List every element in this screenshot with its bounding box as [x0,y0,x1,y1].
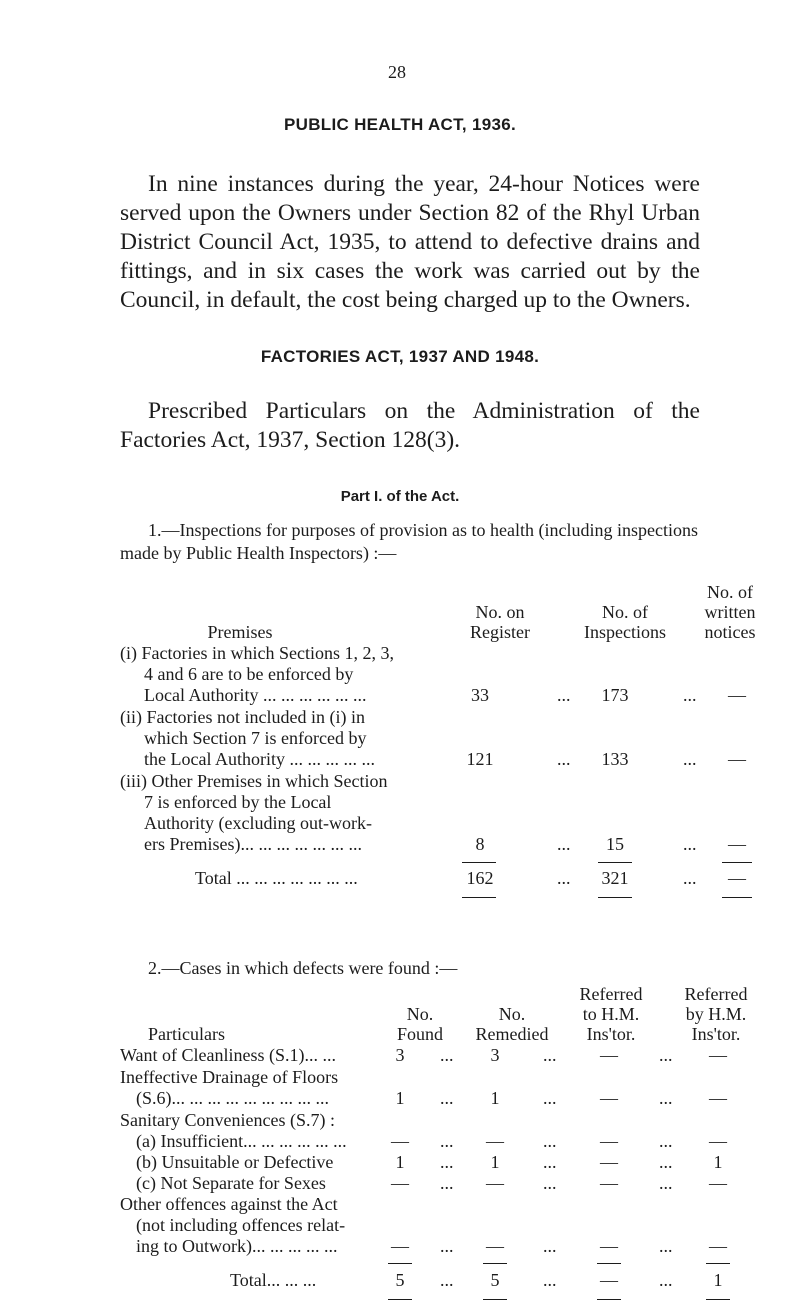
row-label-line: Authority (excluding out-work- [144,813,372,833]
found-count: — [391,1173,409,1193]
leader-dots: ... [543,1270,557,1290]
row-label-line: which Section 7 is enforced by [144,728,367,748]
notices-count: — [728,834,746,854]
to-hm-count: — [600,1173,618,1193]
leader-dots: ... [659,1088,673,1108]
row-label-line: (S.6)... ... ... ... ... ... ... ... ... [136,1088,329,1108]
table2-rule [597,1263,621,1264]
by-hm-total: 1 [713,1270,723,1290]
leader-dots: ... [440,1236,454,1256]
table2-header-found-line1: No. [406,1004,434,1024]
register-total: 162 [466,868,494,888]
factories-act-heading: FACTORIES ACT, 1937 AND 1948. [260,347,540,366]
to-hm-total: — [600,1270,618,1290]
table2-header-by-hm-line1: Referred [684,984,748,1004]
leader-dots: ... [659,1236,673,1256]
leader-dots: ... [683,749,697,769]
inspections-count: 173 [601,685,629,705]
register-count: 121 [466,749,494,769]
prescribed-particulars-paragraph: Prescribed Particulars on the Administration of the Factories Act, 1937, Section 128(3). [120,398,700,453]
table2-header-to-hm-line3: Ins'tor. [586,1024,636,1044]
leader-dots: ... [543,1236,557,1256]
table1-header-register-line2: Register [470,622,530,642]
inspections-total: 321 [601,868,629,888]
found-count: 3 [395,1045,405,1065]
table2-header-by-hm-line2: by H.M. [685,1004,747,1024]
notices-total: — [728,868,746,888]
row-label-line: the Local Authority ... ... ... ... ... [144,749,375,769]
row-label-line: Local Authority ... ... ... ... ... ... [144,685,367,705]
total-label: Total ... ... ... ... ... ... ... [195,868,358,888]
found-count: — [391,1236,409,1256]
by-hm-count: — [709,1045,727,1065]
table1-intro: 1.—Inspections for purposes of provision as to health (including inspections made by Public Health Inspectors) :— [120,520,698,563]
leader-dots: ... [659,1152,673,1172]
leader-dots: ... [543,1152,557,1172]
remedied-total: 5 [490,1270,500,1290]
leader-dots: ... [683,685,697,705]
leader-dots: ... [659,1270,673,1290]
row-label-line: (ii) Factories not included in (i) in [120,707,365,727]
table2-header-by-hm-line3: Ins'tor. [691,1024,741,1044]
table2-header-particulars: Particulars [148,1024,225,1044]
found-total: 5 [395,1270,405,1290]
leader-dots: ... [543,1173,557,1193]
leader-dots: ... [440,1152,454,1172]
remedied-count: 1 [490,1152,500,1172]
row-label-line: (a) Insufficient... ... ... ... ... ... [136,1131,347,1151]
table2-header-remedied-line1: No. [498,1004,526,1024]
by-hm-count: — [709,1131,727,1151]
leader-dots: ... [557,685,571,705]
found-count: 1 [395,1088,405,1108]
register-count: 8 [475,834,485,854]
table2-rule [483,1299,507,1300]
row-label-line: 7 is enforced by the Local [144,792,332,812]
leader-dots: ... [557,868,571,888]
register-count: 33 [471,685,489,705]
row-label-line: Other offences against the Act [120,1194,338,1214]
row-label-line: ers Premises)... ... ... ... ... ... ... [144,834,362,854]
to-hm-count: — [600,1088,618,1108]
leader-dots: ... [557,749,571,769]
row-label-line: (iii) Other Premises in which Section [120,771,388,791]
table2-header-to-hm-line1: Referred [579,984,643,1004]
leader-dots: ... [659,1173,673,1193]
leader-dots: ... [440,1270,454,1290]
public-health-act-heading: PUBLIC HEALTH ACT, 1936. [283,115,516,134]
notices-count: — [728,685,746,705]
by-hm-count: — [709,1236,727,1256]
leader-dots: ... [440,1088,454,1108]
table1-header-notices-line1: No. of [707,582,753,602]
table2-header-to-hm-line2: to H.M. [582,1004,640,1024]
table1-header-inspections-line1: No. of [602,602,648,622]
leader-dots: ... [543,1088,557,1108]
table2-rule [388,1299,412,1300]
found-count: — [391,1131,409,1151]
table1-header-notices-line3: notices [704,622,756,642]
to-hm-count: — [600,1131,618,1151]
table1-rule [722,862,752,863]
table2-rule [706,1263,730,1264]
inspections-count: 15 [606,834,624,854]
table1-header-notices-line2: written [704,602,756,622]
by-hm-count: 1 [713,1152,723,1172]
remedied-count: 3 [490,1045,500,1065]
notices-count: — [728,749,746,769]
table2-rule [706,1299,730,1300]
row-label-line: (b) Unsuitable or Defective [136,1152,334,1172]
leader-dots: ... [683,834,697,854]
table1-header-inspections-line2: Inspections [584,622,666,642]
row-label-line: 4 and 6 are to be enforced by [144,664,354,684]
table1-rule [462,862,496,863]
row-label-line: Ineffective Drainage of Floors [120,1067,339,1087]
table2-header-remedied-line2: Remedied [475,1024,549,1044]
page-number: 28 [388,62,406,82]
public-health-paragraph: In nine instances during the year, 24-hour Notices were served upon the Owners under Section 82 of the Rhyl Urban District Council Act, 1935, to attend to defective drains and fittings, and in six cases the work was carried out by the Council, in default, the cost being charged up to the Owners. [120,171,700,313]
total-label: Total... ... ... [230,1270,317,1290]
table1-rule [598,862,632,863]
found-count: 1 [395,1152,405,1172]
to-hm-count: — [600,1236,618,1256]
table2-intro: 2.—Cases in which defects were found :— [148,958,458,978]
table2-rule [597,1299,621,1300]
row-label-line: ing to Outwork)... ... ... ... ... [136,1236,338,1256]
leader-dots: ... [543,1045,557,1065]
table2-rule [483,1263,507,1264]
leader-dots: ... [440,1173,454,1193]
row-label-line: (c) Not Separate for Sexes [136,1173,326,1193]
table1-header-register-line1: No. on [475,602,525,622]
row-label-line: Want of Cleanliness (S.1)... ... [120,1045,337,1065]
table1-rule [462,897,496,898]
part-one-subheading: Part I. of the Act. [340,488,460,505]
row-label-line: (i) Factories in which Sections 1, 2, 3, [120,643,394,663]
remedied-count: — [486,1131,504,1151]
leader-dots: ... [440,1045,454,1065]
to-hm-count: — [600,1152,618,1172]
by-hm-count: — [709,1088,727,1108]
row-label-line: (not including offences relat- [136,1215,346,1235]
remedied-count: 1 [490,1088,500,1108]
leader-dots: ... [659,1045,673,1065]
leader-dots: ... [659,1131,673,1151]
row-label-line: Sanitary Conveniences (S.7) : [120,1110,335,1130]
leader-dots: ... [683,868,697,888]
leader-dots: ... [543,1131,557,1151]
table2-header-found-line2: Found [396,1024,443,1044]
remedied-count: — [486,1173,504,1193]
table1-header-premises: Premises [207,622,273,642]
table1-rule [722,897,752,898]
by-hm-count: — [709,1173,727,1193]
table2-rule [388,1263,412,1264]
leader-dots: ... [440,1131,454,1151]
remedied-count: — [486,1236,504,1256]
table1-rule [598,897,632,898]
leader-dots: ... [557,834,571,854]
inspections-count: 133 [601,749,629,769]
to-hm-count: — [600,1045,618,1065]
